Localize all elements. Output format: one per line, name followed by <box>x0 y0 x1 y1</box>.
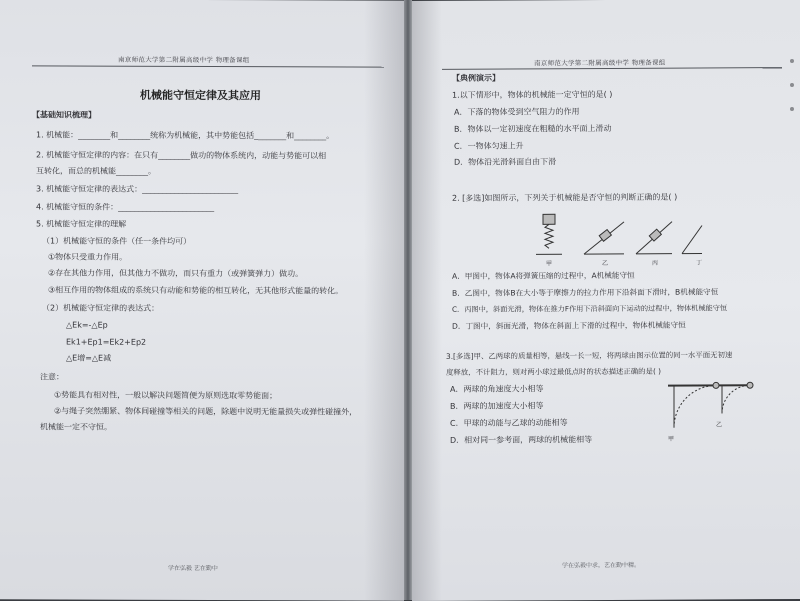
page-shadow <box>412 1 442 601</box>
text-line: （1）机械能守恒的条件（任一条件均可） <box>42 235 191 247</box>
option-a: A．下落的物体受到空气阻力的作用 <box>454 106 579 118</box>
text-line: 互转化，而总的机械能________。 <box>36 165 156 176</box>
text-line: ①物体只受重力作用。 <box>48 251 127 262</box>
option-d: D．丁图中，斜面光滑，物体在斜面上下滑的过程中，物体机械能守恒 <box>452 320 686 332</box>
section-heading: 【基础知识梳理】 <box>32 109 96 120</box>
question-stem: 1.以下情形中，物体的机械能一定守恒的是( ) <box>452 89 612 101</box>
page-header: 南京师范大学第二附属高级中学 物理备课组 <box>534 58 666 68</box>
option-b: B．乙图中，物体B在大小等于摩擦力的拉力作用下沿斜面下滑时，B机械能守恒 <box>452 286 718 298</box>
option-a: A．两球的角速度大小相等 <box>450 383 543 394</box>
book-gutter <box>404 0 412 600</box>
question-stem: 度释放，不计阻力，则对两小球过最低点时的状态描述正确的是( ) <box>446 366 661 378</box>
question-stem: 2. [多选]如图所示，下列关于机械能是否守恒的判断正确的是( ) <box>452 192 677 204</box>
text-line: 机械能一定不守恒。 <box>40 421 112 432</box>
option-b: B．物体以一定初速度在粗糙的水平面上滑动 <box>454 123 612 135</box>
option-a: A．甲图中，物体A将弹簧压缩的过程中，A机械能守恒 <box>452 270 635 282</box>
figure-label: 甲 <box>546 258 552 269</box>
figure-label: 乙 <box>716 419 722 430</box>
page-shadow <box>364 1 404 601</box>
option-d: D．相对同一参考面，两球的机械能相等 <box>450 434 592 446</box>
page-footer: 学在弘毅 艺在勤中 <box>168 563 218 572</box>
q3-pendulum-figure <box>664 379 754 439</box>
question-stem: 3.[多选]甲、乙两球的质量相等，悬线一长一短，将两球由图示位置的同一水平面无初速 <box>446 349 732 361</box>
text-line: ②与绳子突然绷紧、物体间碰撞等相关的问题，除题中说明无能量损失或弹性碰撞外， <box>54 405 357 417</box>
figure-label: 丙 <box>652 258 658 269</box>
header-rule <box>442 67 782 70</box>
page-footer: 学在弘毅中求，艺在勤中精。 <box>562 560 640 569</box>
option-c: C．一物体匀速上升 <box>454 140 524 151</box>
text-line: ②存在其他力作用，但其他力不做功，而只有重力（或弹簧弹力）做功。 <box>48 267 303 279</box>
text-line: ③相互作用的物体组成的系统只有动能和势能的相互转化，无其他形式能量的转化。 <box>48 284 343 296</box>
option-c: C．丙图中，斜面光滑，物体在推力F作用下沿斜面向下运动的过程中，物体机械能守恒 <box>452 302 727 314</box>
header-rule <box>32 65 384 67</box>
figure-label: 乙 <box>602 258 608 269</box>
figure-label: 丁 <box>696 257 702 268</box>
figure-label: 甲 <box>668 434 674 445</box>
text-line: 注意： <box>40 371 64 382</box>
text-line: 2. 机械能守恒定律的内容：在只有________做功的物体系统内，动能与势能可以相 <box>36 149 326 161</box>
formula-line: △Ek=-△Ep <box>66 320 108 331</box>
text-line: 3. 机械能守恒定律的表达式：________________________ <box>36 183 238 195</box>
page-title: 机械能守恒定律及其应用 <box>140 87 261 103</box>
page-header: 南京师范大学第二附属高级中学 物理备课组 <box>118 55 250 64</box>
text-line: 1. 机械能：________和________统称为机械能，其中势能包括________和________。 <box>36 129 334 141</box>
text-line: 5. 机械能守恒定律的理解 <box>36 218 126 229</box>
option-c: C．甲球的动能与乙球的动能相等 <box>450 417 568 429</box>
formula-line: Ek1+Ep1=Ek2+Ep2 <box>66 337 146 348</box>
binding-holes <box>412 0 800 1</box>
formula-line: △E增=△E减 <box>66 353 111 364</box>
text-line: ①势能具有相对性，一般以解决问题简便为原则选取零势能面； <box>54 389 277 401</box>
text-line: （2）机械能守恒定律的表达式： <box>42 302 159 313</box>
option-d: D．物体沿光滑斜面自由下滑 <box>454 156 556 168</box>
option-b: B．两球的加速度大小相等 <box>450 400 544 411</box>
section-heading: 【典例演示】 <box>452 73 500 84</box>
text-line: 4. 机械能守恒的条件：________________________ <box>36 201 214 213</box>
right-page <box>412 0 800 601</box>
